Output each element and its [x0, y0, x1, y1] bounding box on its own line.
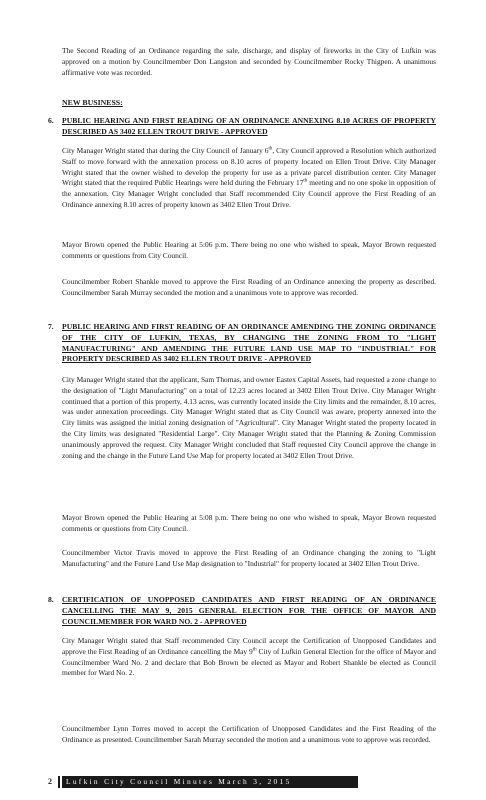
item-8-number: 8.	[48, 595, 54, 604]
item-6-title: PUBLIC HEARING AND FIRST READING OF AN ORDINANCE ANNEXING 8.10 ACRES OF PROPERTY DESCRIBED AS 3402 ELLEN TROUT DRIVE - APPROVED	[62, 116, 436, 136]
item-8-paragraph-2: Councilmember Lynn Torres moved to accept the Certification of Unopposed Candidates and the First Reading of the Ordinance as presented. Councilmember Sarah Murray seconded the motion and a unanimous vote to approve was recorded.	[62, 724, 436, 744]
footer-banner: Lufkin City Council Minutes March 3, 2015	[62, 776, 358, 788]
new-business-heading: NEW BUSINESS:	[62, 98, 123, 107]
page-footer	[48, 776, 358, 788]
item-8-title: CERTIFICATION OF UNOPPOSED CANDIDATES AND FIRST READING OF AN ORDINANCE CANCELLING THE MAY 9, 2015 GENERAL ELECTION FOR THE OFFICE OF MAYOR AND COUNCILMEMBER FOR WARD NO. 2 - APPROVED	[62, 595, 436, 626]
item-7-number: 7.	[48, 322, 54, 331]
page-number: 2	[48, 777, 52, 786]
item-6-paragraph-3: Councilmember Robert Shankle moved to approve the First Reading of an Ordinance annexing the property as described. Councilmember Sarah Murray seconded the motion and a unanimous vote to approve was recorded.	[62, 277, 436, 297]
item-6-paragraph-2: Mayor Brown opened the Public Hearing at 5:06 p.m. There being no one who wished to speak, Mayor Brown requested comments or questions from City Council.	[62, 240, 436, 260]
footer-divider	[58, 776, 60, 788]
item-6-number: 6.	[48, 116, 54, 125]
item-7-title: PUBLIC HEARING AND FIRST READING OF AN ORDINANCE AMENDING THE ZONING ORDINANCE OF THE CITY OF LUFKIN, TEXAS, BY CHANGING THE ZONING FROM TO "LIGHT MANUFACTURING" AND AMENDING THE FUTURE LAND USE MAP TO "INDUSTRIAL" FOR PROPERTY DESCRIBED AS 3402 ELLEN TROUT DRIVE - APPROVED	[62, 322, 436, 364]
item-8-paragraph-1: City Manager Wright stated that Staff recommended City Council accept the Certification of Unopposed Candidates and approve the First Reading of an Ordinance cancelling the May 9th City of Lufkin General Election for the office of Mayor and Councilmember Ward No. 2 and declare that Bob Brown be elected as Mayor and Robert Shankle be elected as Council member for Ward No. 2.	[62, 636, 436, 678]
fireworks-ordinance-paragraph: The Second Reading of an Ordinance regarding the sale, discharge, and display of fireworks in the City of Lufkin was approved on a motion by Councilmember Don Langston and seconded by Councilmember Rocky Thigpen. A unanimous affirmative vote was recorded.	[62, 46, 436, 77]
item-6-paragraph-1: City Manager Wright stated that during the City Council of January 6th, City Council approved a Resolution which authorized Staff to move forward with the annexation process on 8.10 acres of property located on Ellen Trout Drive. City Manager Wright stated that the owner wished to develop the property for use as a private parcel distribution center. City Manager Wright stated that the required Public Hearings were held during the February 17th meeting and no one spoke in opposition of the annexation. City Manager Wright concluded that Staff recommended City Council approve the First Reading of an Ordinance annexing 8.10 acres of property known as 3402 Ellen Trout Drive.	[62, 146, 436, 209]
item-7-paragraph-2: Mayor Brown opened the Public Hearing at 5:08 p.m. There being no one who wished to speak, Mayor Brown requested comments or questions from City Council.	[62, 513, 436, 533]
item-7-paragraph-3: Councilmember Victor Travis moved to approve the First Reading of an Ordinance changing the zoning to "Light Manufacturing" and the Future Land Use Map designation to "Industrial" for property located at 3402 Ellen Trout Drive.	[62, 548, 436, 568]
item-7-paragraph-1: City Manager Wright stated that the applicant, Sam Thomas, and owner Eastex Capital Assets, had requested a zone change to the designation of "Light Manufacturing" on a total of 12.23 acres located at 3402 Ellen Trout Drive. City Manager Wright continued that a portion of this property, 4.13 acres, was currently located inside the City limits and the remainder, 8.10 acres, was under annexation proceedings. City Manager Wright stated that as City Council was aware, property annexed into the City limits was assigned the initial zoning designation of "Agricultural". City Manager Wright stated the property located in the City limits was designated "Residential Large". City Manager Wright stated that the Planning & Zoning Commission unanimously approved the request. City Manager Wright concluded that Staff requested City Council approve the change in zoning and the change in the Future Land Use Map for property located at 3402 Ellen Trout Drive.	[62, 375, 436, 460]
